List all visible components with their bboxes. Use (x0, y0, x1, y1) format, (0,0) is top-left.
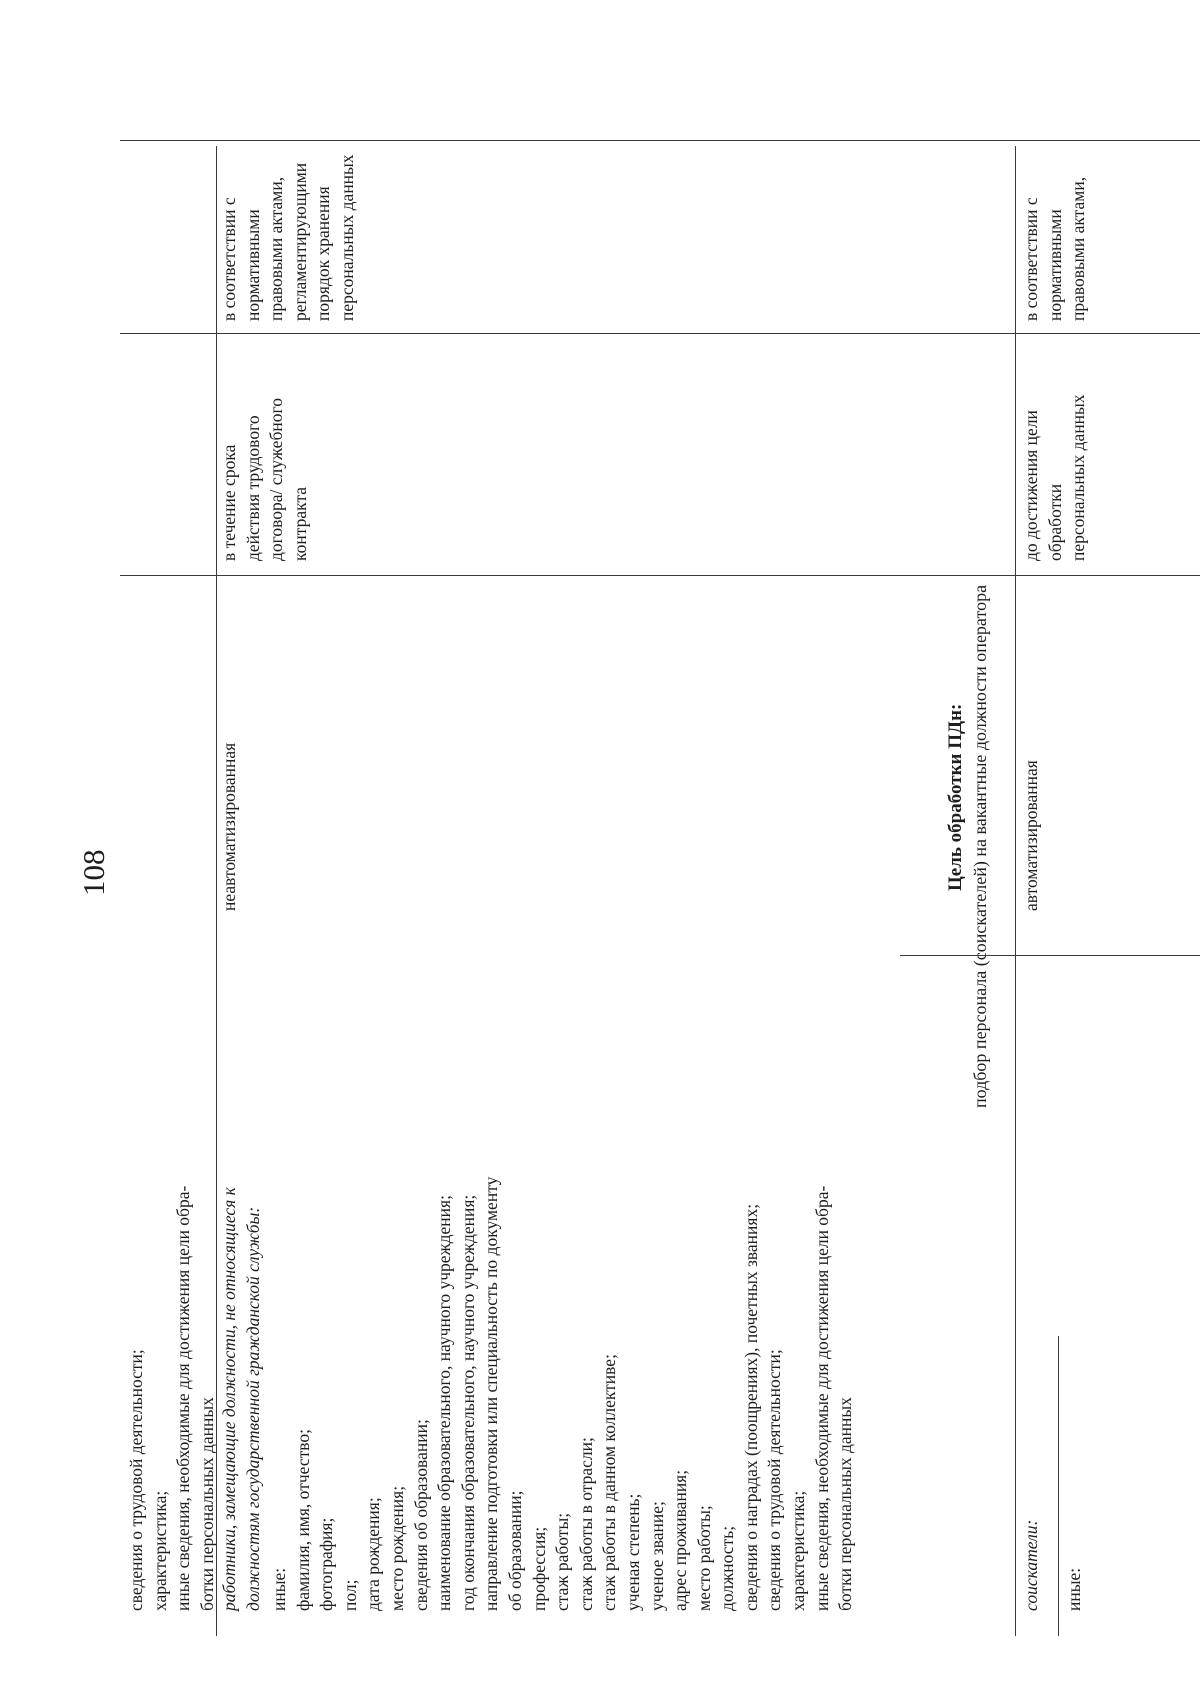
data-category-line: стаж работы в данном коллективе; (599, 1354, 620, 1611)
data-category-line: дата рождения; (363, 1497, 384, 1611)
row3-retention-term (1020, 394, 1091, 561)
data-category-line: сведения об образовании; (410, 1419, 431, 1611)
retention-term-line: в течение срока (219, 444, 239, 561)
storage-order-line: правовыми актами, (266, 176, 287, 321)
retention-term-line: контракта (289, 486, 310, 561)
row3-mid-rule (1058, 1336, 1059, 1636)
storage-order-line: правовыми актами, (1068, 176, 1089, 321)
retention-term-line: до достижения цели (1021, 410, 1041, 561)
data-category-line: адрес проживания; (670, 1469, 691, 1611)
data-category-line: наименование образовательного, научного учреждения; (434, 1195, 455, 1611)
storage-order-line: порядок хранения (313, 186, 334, 321)
data-category-line: сведения о наградах (поощрениях), почетных званиях; (740, 1203, 761, 1611)
data-category-line: ботки персональных данных (196, 1397, 217, 1611)
row2-retention-term (218, 398, 312, 561)
storage-order-line: персональных данных (336, 154, 357, 321)
data-category-line: ученое звание; (646, 1501, 667, 1611)
row2-storage-order (218, 154, 360, 321)
row3-storage-order (1020, 177, 1091, 321)
data-category-line: ученая степень; (622, 1493, 643, 1611)
data-category-line: об образовании; (504, 1490, 525, 1611)
row2-processing-method: неавтоматизированная (219, 742, 239, 911)
data-category-line: направление подготовки или специальность по документу (481, 1176, 502, 1611)
row3-subject: соискатели: (1021, 1519, 1041, 1611)
data-category-line: должность; (717, 1525, 738, 1611)
subject-heading-line: работники, замещающие должности, не относящиеся к (219, 1187, 239, 1611)
data-category-line: профессия; (528, 1526, 549, 1611)
data-category-line: ботки персональных данных (835, 1397, 856, 1611)
row1-categories (125, 1186, 219, 1611)
page-number: 108 (76, 849, 111, 896)
data-category-line: место рождения; (386, 1485, 407, 1611)
row3-processing-method: автоматизированная (1021, 760, 1041, 911)
data-category-line: фотография; (316, 1517, 337, 1611)
data-category-line: иные: (269, 1567, 289, 1611)
row2-subject-heading (218, 1187, 265, 1611)
data-category-line: место работы; (693, 1505, 714, 1611)
retention-term-line: договора/ служебного (266, 398, 287, 561)
storage-order-line: нормативными (1044, 209, 1065, 321)
column-divider-2 (120, 575, 1200, 576)
data-category-line: сведения о трудовой деятельности; (764, 1349, 785, 1611)
data-category-line: иные сведения, необходимые для достижения цели обра- (173, 1185, 194, 1611)
storage-order-line: регламентирующими (289, 162, 310, 321)
data-category-line: пол; (339, 1579, 360, 1611)
section-subtitle: подбор персонала (соискателей) на вакантные должности оператора (970, 584, 990, 1108)
column-divider-3 (120, 333, 1200, 334)
row2-categories (268, 1177, 858, 1611)
data-category-line: год окончания образовательного, научного учреждения; (457, 1194, 478, 1611)
storage-order-line: в соответствии с (1021, 197, 1041, 321)
table-right-border (120, 140, 1200, 141)
storage-order-line: нормативными (242, 209, 263, 321)
data-category-line: характеристика; (788, 1490, 809, 1611)
storage-order-line: в соответствии с (219, 197, 239, 321)
column-divider-1 (900, 955, 1200, 956)
section-bottom-rule (1015, 146, 1016, 1636)
data-category-line: сведения о трудовой деятельности; (126, 1349, 146, 1611)
data-category-line: стаж работы; (552, 1512, 573, 1611)
subject-heading-line: должностям государственной гражданской службы: (242, 1206, 263, 1611)
data-category-line: стаж работы в отрасли; (575, 1437, 596, 1611)
data-category-line: фамилия, имя, отчество; (292, 1428, 313, 1611)
row1-bottom-rule (216, 146, 217, 1636)
retention-term-line: действия трудового (242, 415, 263, 561)
section-title: Цель обработки ПДн: (945, 703, 966, 891)
retention-term-line: обработки (1044, 483, 1065, 561)
row3-categories: иные: (1064, 1567, 1084, 1611)
data-category-line: иные сведения, необходимые для достижения цели обра- (811, 1185, 832, 1611)
data-category-line: характеристика; (149, 1490, 170, 1611)
retention-term-line: персональных данных (1068, 394, 1089, 561)
